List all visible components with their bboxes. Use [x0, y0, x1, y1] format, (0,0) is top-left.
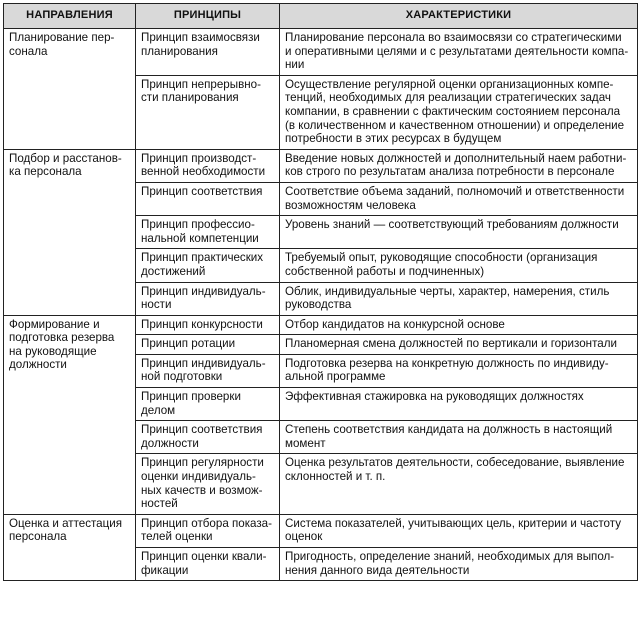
principle-cell: Принцип проверки делом	[136, 388, 280, 421]
characteristic-cell: Планомерная смена должностей по вертикали и горизонтали	[280, 335, 638, 355]
principle-cell: Принцип регулярности оценки индивидуаль- ных качеств и возмож- ностей	[136, 454, 280, 514]
characteristic-cell: Требуемый опыт, руководящие способности (организация собственной работы и подчиненных)	[280, 249, 638, 282]
principle-cell: Принцип непрерывно- сти планирования	[136, 75, 280, 149]
characteristic-cell: Уровень знаний — соответствующий требованиям должности	[280, 216, 638, 249]
principle-cell: Принцип практических достижений	[136, 249, 280, 282]
principle-cell: Принцип производст- венной необходимости	[136, 149, 280, 182]
characteristic-cell: Оценка результатов деятельности, собеседование, выявление склонностей и т. п.	[280, 454, 638, 514]
direction-cell: Оценка и аттестация персонала	[4, 514, 136, 580]
characteristic-cell: Степень соответствия кандидата на должность в настоящий момент	[280, 421, 638, 454]
characteristic-cell: Введение новых должностей и дополнительный наем работни- ков строго по результатам анализа потребности в персонале	[280, 149, 638, 182]
principle-cell: Принцип соответствия	[136, 182, 280, 215]
principle-cell: Принцип индивидуаль- ности	[136, 282, 280, 315]
characteristic-cell: Система показателей, учитывающих цель, критерии и частоту оценок	[280, 514, 638, 547]
principle-cell: Принцип индивидуаль- ной подготовки	[136, 354, 280, 387]
characteristic-cell: Осуществление регулярной оценки организационных компе- тенций, необходимых для реализации стратегических задач компании, в сравнении с фактическим состоянием персонала (в количественном и качественном отношении) и определение потребности в этих ресурсах в будущем	[280, 75, 638, 149]
direction-cell: Подбор и расстанов- ка персонала	[4, 149, 136, 315]
table-row	[4, 315, 638, 335]
table-row	[4, 149, 638, 182]
principle-cell: Принцип профессио- нальной компетенции	[136, 216, 280, 249]
direction-cell: Формирование и подготовка резерва на руководящие должности	[4, 315, 136, 514]
characteristic-cell: Отбор кандидатов на конкурсной основе	[280, 315, 638, 335]
characteristic-cell: Пригодность, определение знаний, необходимых для выпол- нения данного вида деятельности	[280, 548, 638, 581]
table-header	[4, 4, 638, 29]
characteristic-cell: Соответствие объема заданий, полномочий и ответственности возможностям человека	[280, 182, 638, 215]
principles-table	[3, 3, 638, 581]
table-row	[4, 514, 638, 547]
header-principles: ПРИНЦИПЫ	[136, 4, 280, 29]
header-row	[4, 4, 638, 29]
header-characteristics: ХАРАКТЕРИСТИКИ	[280, 4, 638, 29]
table-row	[4, 29, 638, 76]
principle-cell: Принцип оценки квали- фикации	[136, 548, 280, 581]
principle-cell: Принцип взаимосвязи планирования	[136, 29, 280, 76]
characteristic-cell: Эффективная стажировка на руководящих должностях	[280, 388, 638, 421]
principle-cell: Принцип конкурсности	[136, 315, 280, 335]
characteristic-cell: Планирование персонала во взаимосвязи со стратегическими и оперативными целями и с результатами деятельности компа- нии	[280, 29, 638, 76]
direction-cell: Планирование пер- сонала	[4, 29, 136, 150]
characteristic-cell: Подготовка резерва на конкретную должность по индивиду- альной программе	[280, 354, 638, 387]
table-body	[4, 29, 638, 581]
principle-cell: Принцип отбора показа- телей оценки	[136, 514, 280, 547]
characteristic-cell: Облик, индивидуальные черты, характер, намерения, стиль руководства	[280, 282, 638, 315]
principle-cell: Принцип ротации	[136, 335, 280, 355]
header-directions: НАПРАВЛЕНИЯ	[4, 4, 136, 29]
principle-cell: Принцип соответствия должности	[136, 421, 280, 454]
